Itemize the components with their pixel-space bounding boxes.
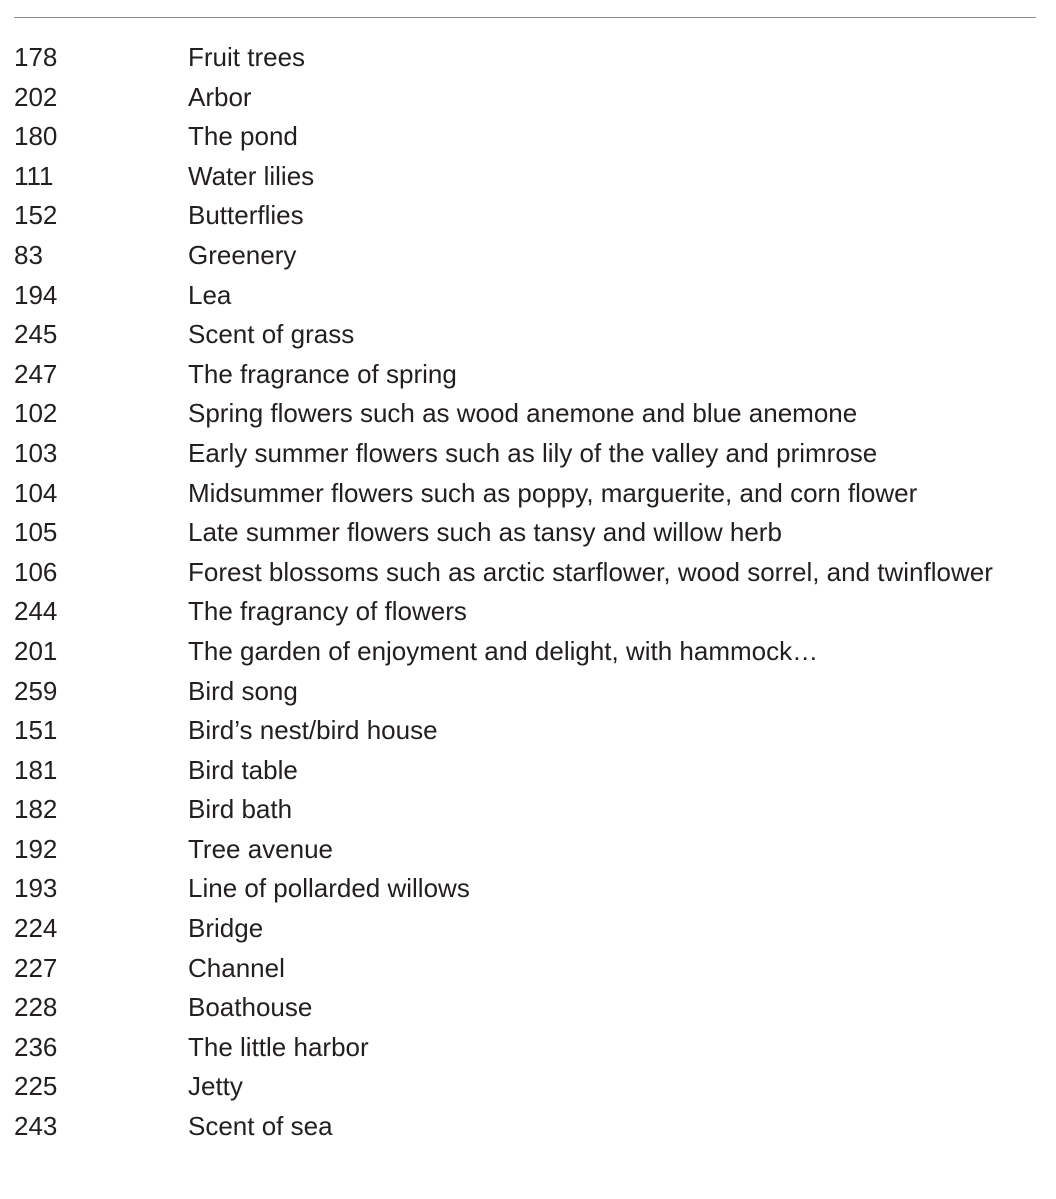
- row-code: 103: [14, 437, 58, 468]
- row-code: 151: [14, 715, 58, 746]
- row-label: The fragrance of spring: [188, 358, 457, 389]
- row-label: Bird’s nest/bird house: [188, 715, 438, 746]
- row-code: 83: [14, 239, 43, 270]
- row-code: 105: [14, 517, 58, 548]
- row-code: 180: [14, 121, 58, 152]
- row-label: Fruit trees: [188, 42, 306, 72]
- row-label: Channel: [188, 952, 285, 983]
- table-row: [14, 909, 1014, 949]
- row-code: 178: [14, 42, 58, 72]
- table-row: [14, 553, 1014, 593]
- row-label: Jetty: [188, 1071, 243, 1102]
- garden-elements-table: [14, 38, 1014, 1147]
- row-label: Butterflies: [188, 200, 304, 231]
- table-row: [14, 592, 1014, 632]
- table-row: [14, 949, 1014, 989]
- row-label: The garden of enjoyment and delight, with hammock…: [188, 635, 819, 666]
- row-code: 182: [14, 794, 58, 825]
- row-label: Bridge: [188, 913, 264, 944]
- row-code: 247: [14, 358, 58, 389]
- row-code: 245: [14, 319, 58, 350]
- row-label: Early summer flowers such as lily of the valley and primrose: [188, 437, 878, 468]
- table-row: [14, 751, 1014, 791]
- row-code: 192: [14, 833, 58, 864]
- row-label: Bird table: [188, 754, 298, 785]
- row-label: Spring flowers such as wood anemone and blue anemone: [188, 398, 858, 429]
- row-code: 259: [14, 675, 58, 706]
- row-code: 111: [14, 160, 54, 191]
- row-label: Forest blossoms such as arctic starflower, wood sorrel, and twinflower: [188, 556, 993, 587]
- table-row: [14, 117, 1014, 157]
- table-row: [14, 236, 1014, 276]
- table-row: [14, 672, 1014, 712]
- row-label: Greenery: [188, 239, 297, 270]
- row-label: Lea: [188, 279, 232, 310]
- row-code: 104: [14, 477, 58, 508]
- table-row: [14, 157, 1014, 197]
- row-label: Boathouse: [188, 992, 313, 1023]
- row-code: 236: [14, 1031, 58, 1062]
- row-label: Scent of sea: [188, 1111, 333, 1142]
- row-code: 102: [14, 398, 58, 429]
- table-top-rule: [14, 17, 1036, 18]
- row-label: Arbor: [188, 81, 252, 112]
- row-code: 244: [14, 596, 58, 627]
- table-row: [14, 869, 1014, 909]
- table-row: [14, 988, 1014, 1028]
- row-code: 202: [14, 81, 58, 112]
- row-label: Line of pollarded willows: [188, 873, 470, 904]
- row-code: 243: [14, 1111, 58, 1142]
- table-row: [14, 276, 1014, 316]
- table-row: [14, 632, 1014, 672]
- row-label: Bird song: [188, 675, 298, 706]
- row-label: Bird bath: [188, 794, 293, 825]
- table-row: [14, 394, 1014, 434]
- row-label: Scent of grass: [188, 319, 355, 350]
- row-code: 225: [14, 1071, 58, 1102]
- table-row: [14, 1067, 1014, 1107]
- table-row: [14, 474, 1014, 514]
- row-label: The fragrancy of flowers: [188, 596, 467, 627]
- row-label: Midsummer flowers such as poppy, marguerite, and corn flower: [188, 477, 918, 508]
- row-label: Water lilies: [188, 160, 315, 191]
- table-row: [14, 1028, 1014, 1068]
- row-label: The little harbor: [188, 1031, 369, 1062]
- table-row: [14, 513, 1014, 553]
- table-row: [14, 78, 1014, 118]
- row-code: 227: [14, 952, 58, 983]
- row-code: 193: [14, 873, 58, 904]
- row-code: 152: [14, 200, 58, 231]
- row-label: The pond: [188, 121, 298, 152]
- row-code: 201: [14, 635, 58, 666]
- table-row: [14, 830, 1014, 870]
- row-code: 228: [14, 992, 58, 1023]
- row-code: 181: [14, 754, 58, 785]
- table-row: [14, 196, 1014, 236]
- row-label: Late summer flowers such as tansy and willow herb: [188, 517, 782, 548]
- table-row: [14, 38, 1014, 78]
- row-code: 194: [14, 279, 58, 310]
- table-row: [14, 355, 1014, 395]
- row-code: 106: [14, 556, 58, 587]
- table-row: [14, 1107, 1014, 1147]
- table-row: [14, 711, 1014, 751]
- table-row: [14, 434, 1014, 474]
- row-code: 224: [14, 913, 58, 944]
- table-row: [14, 315, 1014, 355]
- table-row: [14, 790, 1014, 830]
- row-label: Tree avenue: [188, 833, 334, 864]
